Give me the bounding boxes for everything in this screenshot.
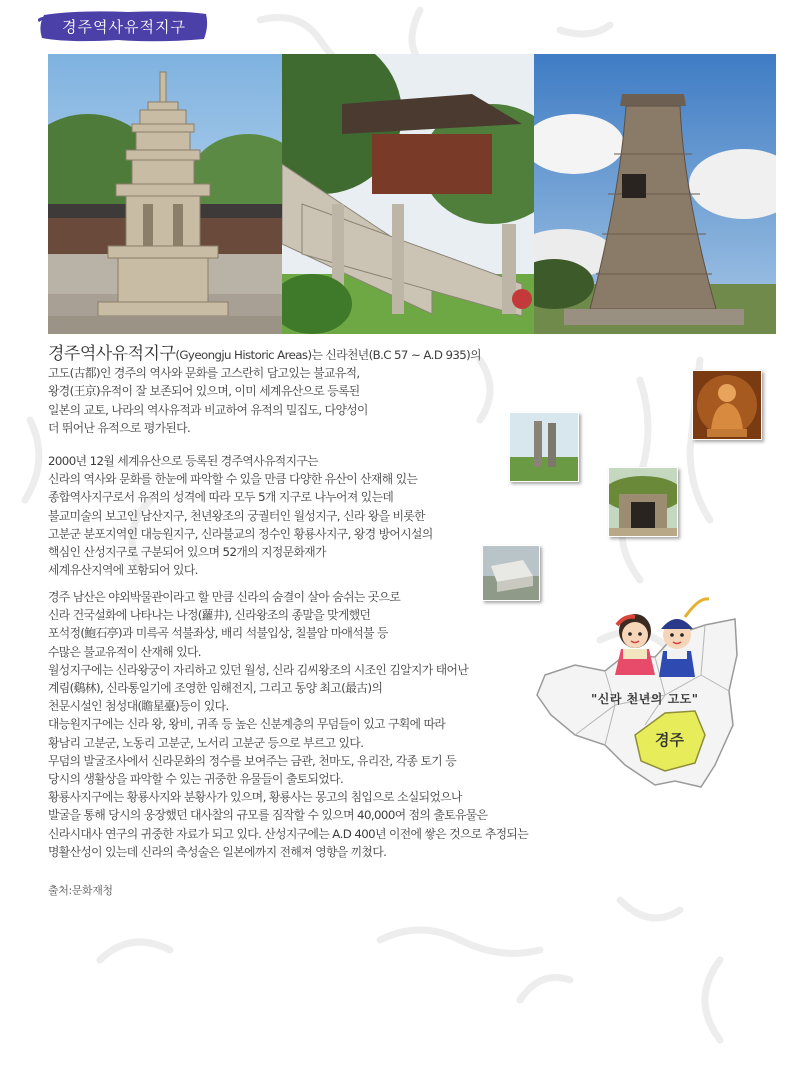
intro-line: 왕경(王京)유적이 잘 보존되어 있으며, 이미 세계유산으로 등록된	[48, 384, 360, 399]
paragraph-line: 명활산성이 있는데 신라의 축성술은 일본에까지 전해져 영향을 끼쳤다.	[48, 844, 387, 859]
paragraph-line: 황룡사지구에는 황룡사지와 분황사가 있으며, 황룡사는 몽고의 침입으로 소실되었으나	[48, 790, 462, 805]
intro-paragraph	[48, 345, 548, 437]
paragraph-line: 포석정(鮑石亭)과 미륵곡 석불좌상, 배리 석불입상, 칠불암 마애석불 등	[48, 626, 388, 641]
observatory-photo	[534, 54, 776, 334]
map-caption: "신라 천년의 고도"	[591, 692, 699, 706]
paragraph-line: 불교미술의 보고인 남산지구, 천년왕조의 궁궐터인 월성지구, 신라 왕을 비롯한	[48, 508, 425, 523]
intro-line: 고도(古都)인 경주의 역사와 문화를 고스란히 담고있는 불교유적,	[48, 366, 360, 381]
registration-paragraph	[48, 452, 548, 579]
paragraph-line: 세계유산지역에 포함되어 있다.	[48, 563, 198, 578]
paragraph-line: 계림(鷄林), 신라통일기에 조영한 임해전지, 그리고 동양 최고(最古)의	[48, 681, 383, 696]
stone-relic-thumbnail	[482, 545, 540, 601]
paragraph-line: 천문시설인 첨성대(瞻星臺)등이 있다.	[48, 699, 229, 714]
mascot-girl	[615, 614, 655, 675]
section-badge	[38, 9, 210, 43]
paragraph-line: 신라의 역사와 문화를 한눈에 파악할 수 있을 만큼 다양한 유산이 산재해 있는	[48, 472, 418, 487]
paragraph-line: 고분군 분포지역인 대능원지구, 신라불교의 정수인 황룡사지구, 왕경 방어시설의	[48, 526, 433, 541]
paragraph-line: 수많은 불교유적이 산재해 있다.	[48, 644, 201, 659]
paragraph-line: 2000년 12월 세계유산으로 등록된 경주역사유적지구는	[48, 454, 318, 468]
districts-paragraph	[48, 588, 548, 861]
paragraph-line: 경주 남산은 야외박물관이라고 할 만큼 신라의 숨결이 살아 숨쉬는 곳으로	[48, 590, 401, 604]
paragraph-line: 대능원지구에는 신라 왕, 왕비, 귀족 등 높은 신분계층의 무덤들이 있고 구획에 따라	[48, 717, 446, 732]
paragraph-line: 신라시대사 연구의 귀중한 자료가 되고 있다. 산성지구에는 A.D 400년 이전에 쌓은 것으로 추정되는	[48, 826, 529, 841]
gyeongju-map	[505, 595, 745, 795]
paragraph-line: 황남리 고분군, 노동리 고분군, 노서리 고분군 등으로 부르고 있다.	[48, 735, 364, 750]
lead-title: 경주역사유적지구	[48, 344, 176, 364]
temple-stairs-photo	[282, 54, 534, 334]
intro-line-1: (Gyeongju Historic Areas)는 신라천년(B.C 57 ~ A.D 935)의	[175, 348, 481, 362]
paragraph-line: 종합역사지구로서 유적의 성격에 따라 모두 5개 지구로 나누어져 있는데	[48, 490, 394, 505]
paragraph-line: 당시의 생활상을 파악할 수 있는 귀중한 유물들이 출토되었다.	[48, 772, 344, 787]
photo-strip	[48, 54, 776, 334]
paragraph-line: 발굴을 통해 당시의 웅장했던 대사찰의 규모를 짐작할 수 있으며 40,000여 점의 출토유물은	[48, 808, 488, 823]
intro-line: 더 뛰어난 유적으로 평가된다.	[48, 420, 191, 435]
paragraph-line: 무덤의 발굴조사에서 신라문화의 정수를 보여주는 금관, 천마도, 유리잔, 각종 토기 등	[48, 753, 457, 768]
buddha-statue-thumbnail	[692, 370, 762, 440]
map-region-label: 경주	[655, 731, 684, 749]
paragraph-line: 신라 건국설화에 나타나는 나정(蘿井), 신라왕조의 종말을 맞게했던	[48, 608, 371, 623]
intro-line: 일본의 교토, 나라의 역사유적과 비교하여 유적의 밀집도, 다양성이	[48, 402, 368, 417]
paragraph-line: 월성지구에는 신라왕궁이 자리하고 있던 월성, 신라 김씨왕조의 시조인 김알지가 태어난	[48, 662, 469, 677]
pagoda-photo	[48, 54, 282, 334]
source-credit: 출처:문화재청	[48, 884, 113, 897]
paragraph-line: 핵심인 산성지구로 구분되어 있으며 52개의 지정문화재가	[48, 545, 326, 560]
tomb-entrance-thumbnail	[608, 467, 678, 537]
badge-label: 경주역사유적지구	[62, 17, 186, 36]
stone-pillars-thumbnail	[509, 412, 579, 482]
